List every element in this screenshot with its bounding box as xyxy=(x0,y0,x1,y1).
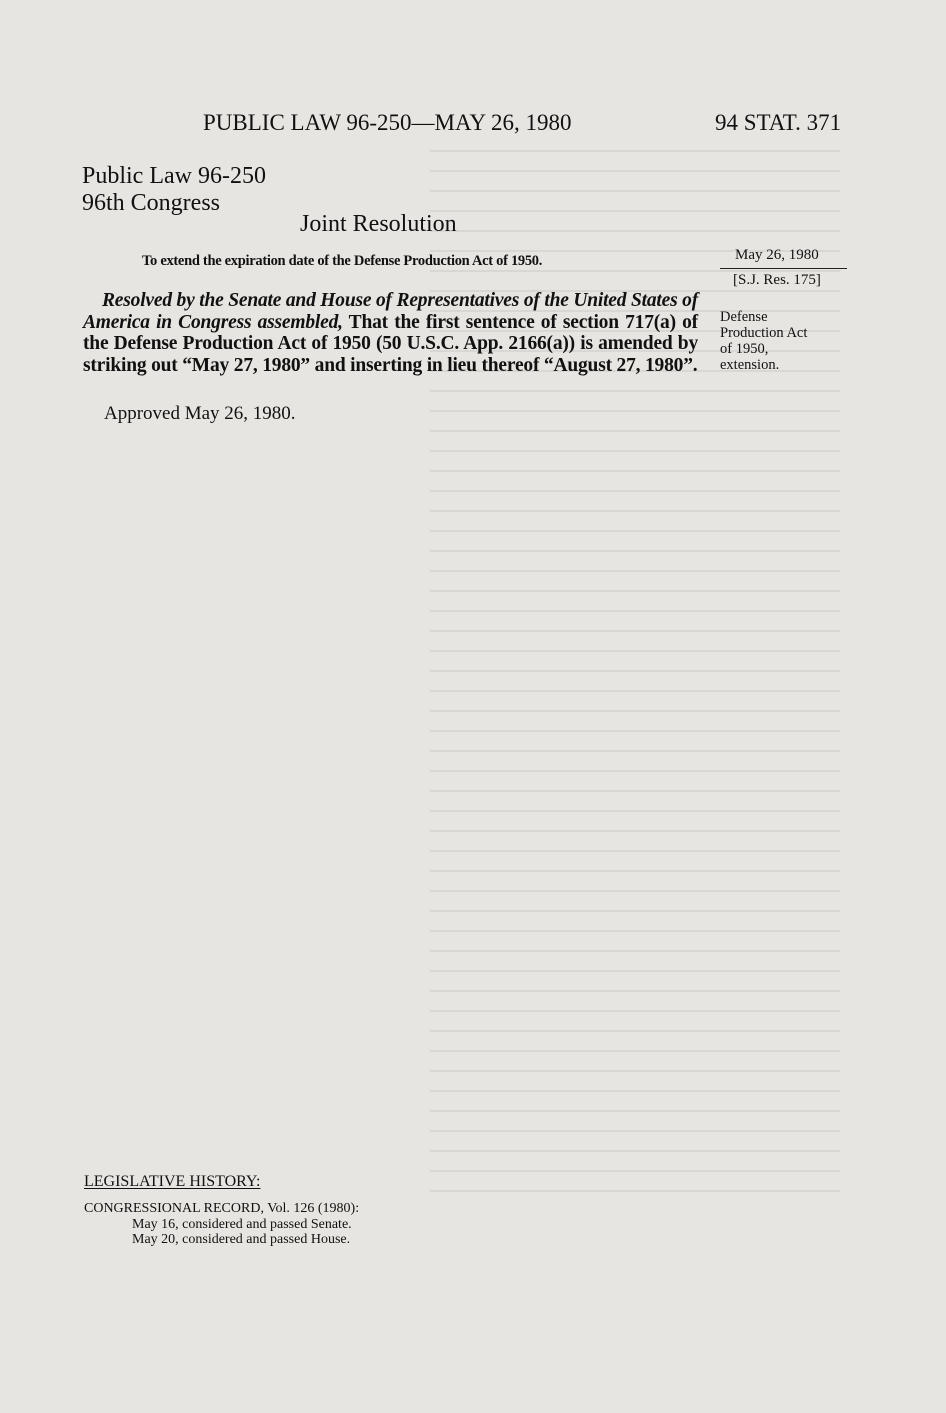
resolution-body: That the first sentence of section 717(a) of the Defense Production Act of 1950 (50 U.S.C. App. 2166(a)) is amended by striking out “May 27, 1980” and inserting in lieu thereof “August 27, 1980”. xyxy=(83,311,698,376)
margin-note-line: of 1950, xyxy=(720,341,769,357)
margin-note-line: Defense xyxy=(720,309,768,325)
margin-divider xyxy=(720,268,847,269)
congress-number: 96th Congress xyxy=(82,190,220,216)
approval-line: Approved May 26, 1980. xyxy=(104,403,296,424)
public-law-number: Public Law 96-250 xyxy=(82,163,266,189)
law-identification xyxy=(82,163,266,217)
statute-page-number: 94 STAT. 371 xyxy=(715,110,842,135)
margin-date: May 26, 1980 xyxy=(735,247,819,263)
legislative-history-title: LEGISLATIVE HISTORY: xyxy=(84,1173,261,1190)
margin-note-line: Production Act xyxy=(720,325,808,341)
legislative-history-entry: May 20, considered and passed House. xyxy=(132,1232,351,1247)
document-type-heading: Joint Resolution xyxy=(300,211,457,237)
legislative-history-entry: May 16, considered and passed Senate. xyxy=(132,1217,352,1232)
running-header: PUBLIC LAW 96-250—MAY 26, 1980 xyxy=(203,110,572,135)
margin-resolution-number: [S.J. Res. 175] xyxy=(733,272,821,288)
margin-note-line: extension. xyxy=(720,357,780,373)
enacting-clause: Resolved by the Senate and House of Representatives of the United States of America in Congress assembled, xyxy=(83,290,698,333)
resolution-text xyxy=(83,290,698,376)
purpose-line: To extend the expiration date of the Defense Production Act of 1950. xyxy=(142,253,543,269)
margin-note xyxy=(720,309,850,373)
congressional-record-line: CONGRESSIONAL RECORD, Vol. 126 (1980): xyxy=(84,1201,360,1216)
